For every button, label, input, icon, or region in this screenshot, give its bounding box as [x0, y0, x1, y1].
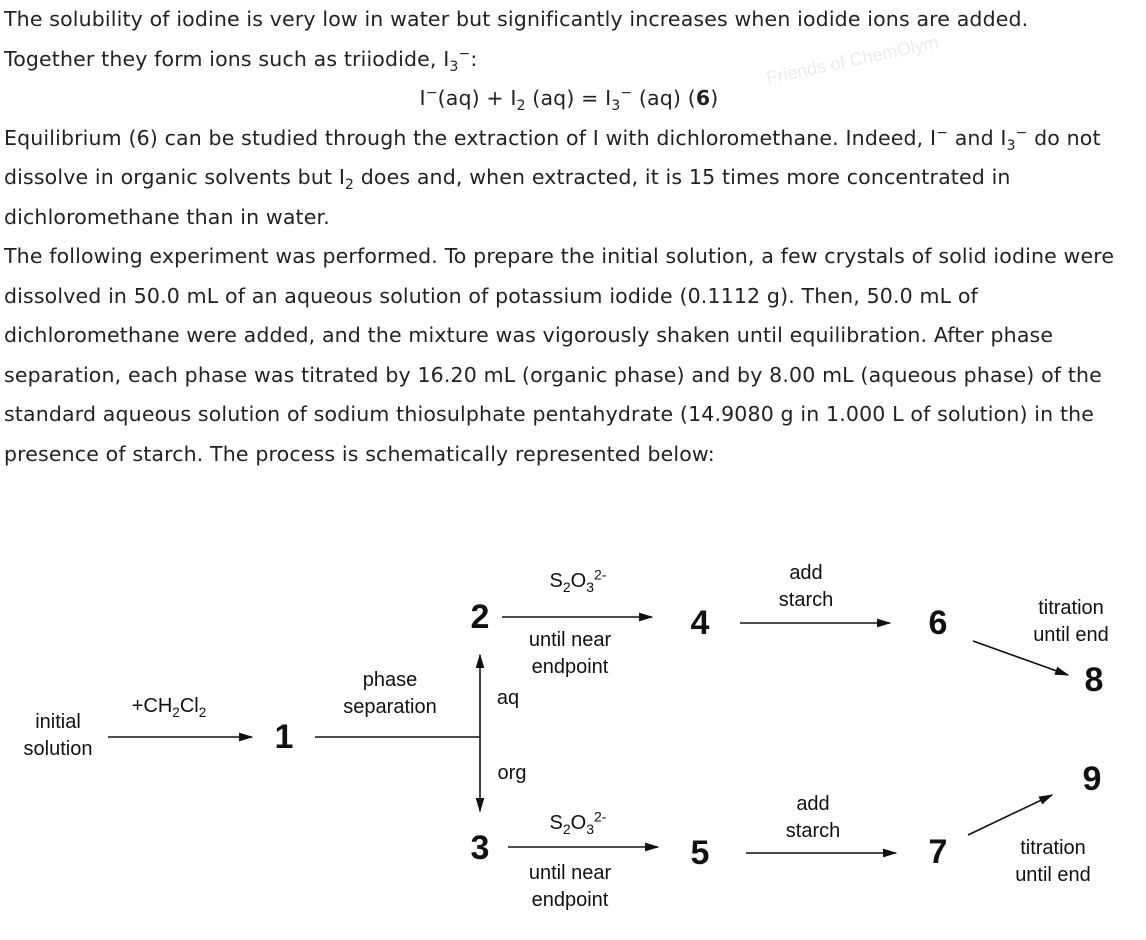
stage-6: 6 — [928, 604, 948, 642]
paragraph-1: The solubility of iodine is very low in water but significantly increases when iodide ions are added. — [4, 7, 1029, 31]
reagent-dcm-label: $+CH_2Cl_2$ — [131, 695, 207, 720]
arrow-7-to-9 — [968, 795, 1052, 835]
process-scheme — [0, 555, 1146, 940]
watermark: Friends of ChemOlym — [764, 32, 941, 88]
stage-5: 5 — [690, 834, 710, 872]
paragraph-2: Together they form ions such as triiodide, $I_3^-$: — [4, 45, 478, 75]
stage-8: 8 — [1084, 661, 1104, 699]
initial-solution-label: initial solution — [23, 711, 93, 760]
add-starch-label-top: add starch — [778, 562, 834, 611]
paragraph-4: The following experiment was performed. To prepare the initial solution, a few crystals of solid iodine were dissolved in 50.0 mL of an aqueous solution of potassium iodide (0.1112 g). Then, 50.0 mL of dichloromethane were added, and the mixture was vigorously shaken until equilibration. After phase separation, each phase was titrated by 16.20 mL (organic phase) and by 8.00 mL (aqueous phase) of the standard aqueous solution of sodium thiosulphate pentahydrate (14.9080 g in 1.000 L of solution) in the presence of starch. The process is schematically represented below: — [4, 244, 1115, 466]
phase-separation-label: phase separation — [343, 669, 437, 718]
titration-label-bottom: titration until end — [1015, 837, 1091, 886]
aq-label: aq — [496, 687, 520, 709]
titration-label-top: titration until end — [1033, 597, 1109, 646]
org-label: org — [497, 762, 527, 784]
stage-2: 2 — [470, 598, 490, 636]
problem-text — [4, 0, 1144, 474]
stage-7: 7 — [928, 833, 948, 871]
near-endpoint-label-bottom: until near endpoint — [528, 862, 612, 911]
thiosulfate-label-bottom: $S_2O_3^{2-}$ — [549, 808, 607, 837]
thiosulfate-label-top: $S_2O_3^{2-}$ — [549, 566, 607, 595]
stage-3: 3 — [470, 829, 490, 867]
stage-4: 4 — [690, 604, 710, 642]
stage-9: 9 — [1082, 760, 1102, 798]
equilibrium-equation: $I^-(aq) + I_2$ $(aq) = I_3^-$ (aq) (6) — [419, 85, 719, 115]
paragraph-3: Equilibrium (6) can be studied through the extraction of I with dichloromethane. Indeed, I− and $I_3^-$ do not dissolve in organic solvents but $I_2$ does and, when extracted, it is 15 times more concentrated in dichloromethane than in water. — [4, 124, 1101, 229]
near-endpoint-label-top: until near endpoint — [528, 629, 612, 678]
add-starch-label-bottom: add starch — [785, 793, 841, 842]
stage-1: 1 — [274, 718, 294, 756]
